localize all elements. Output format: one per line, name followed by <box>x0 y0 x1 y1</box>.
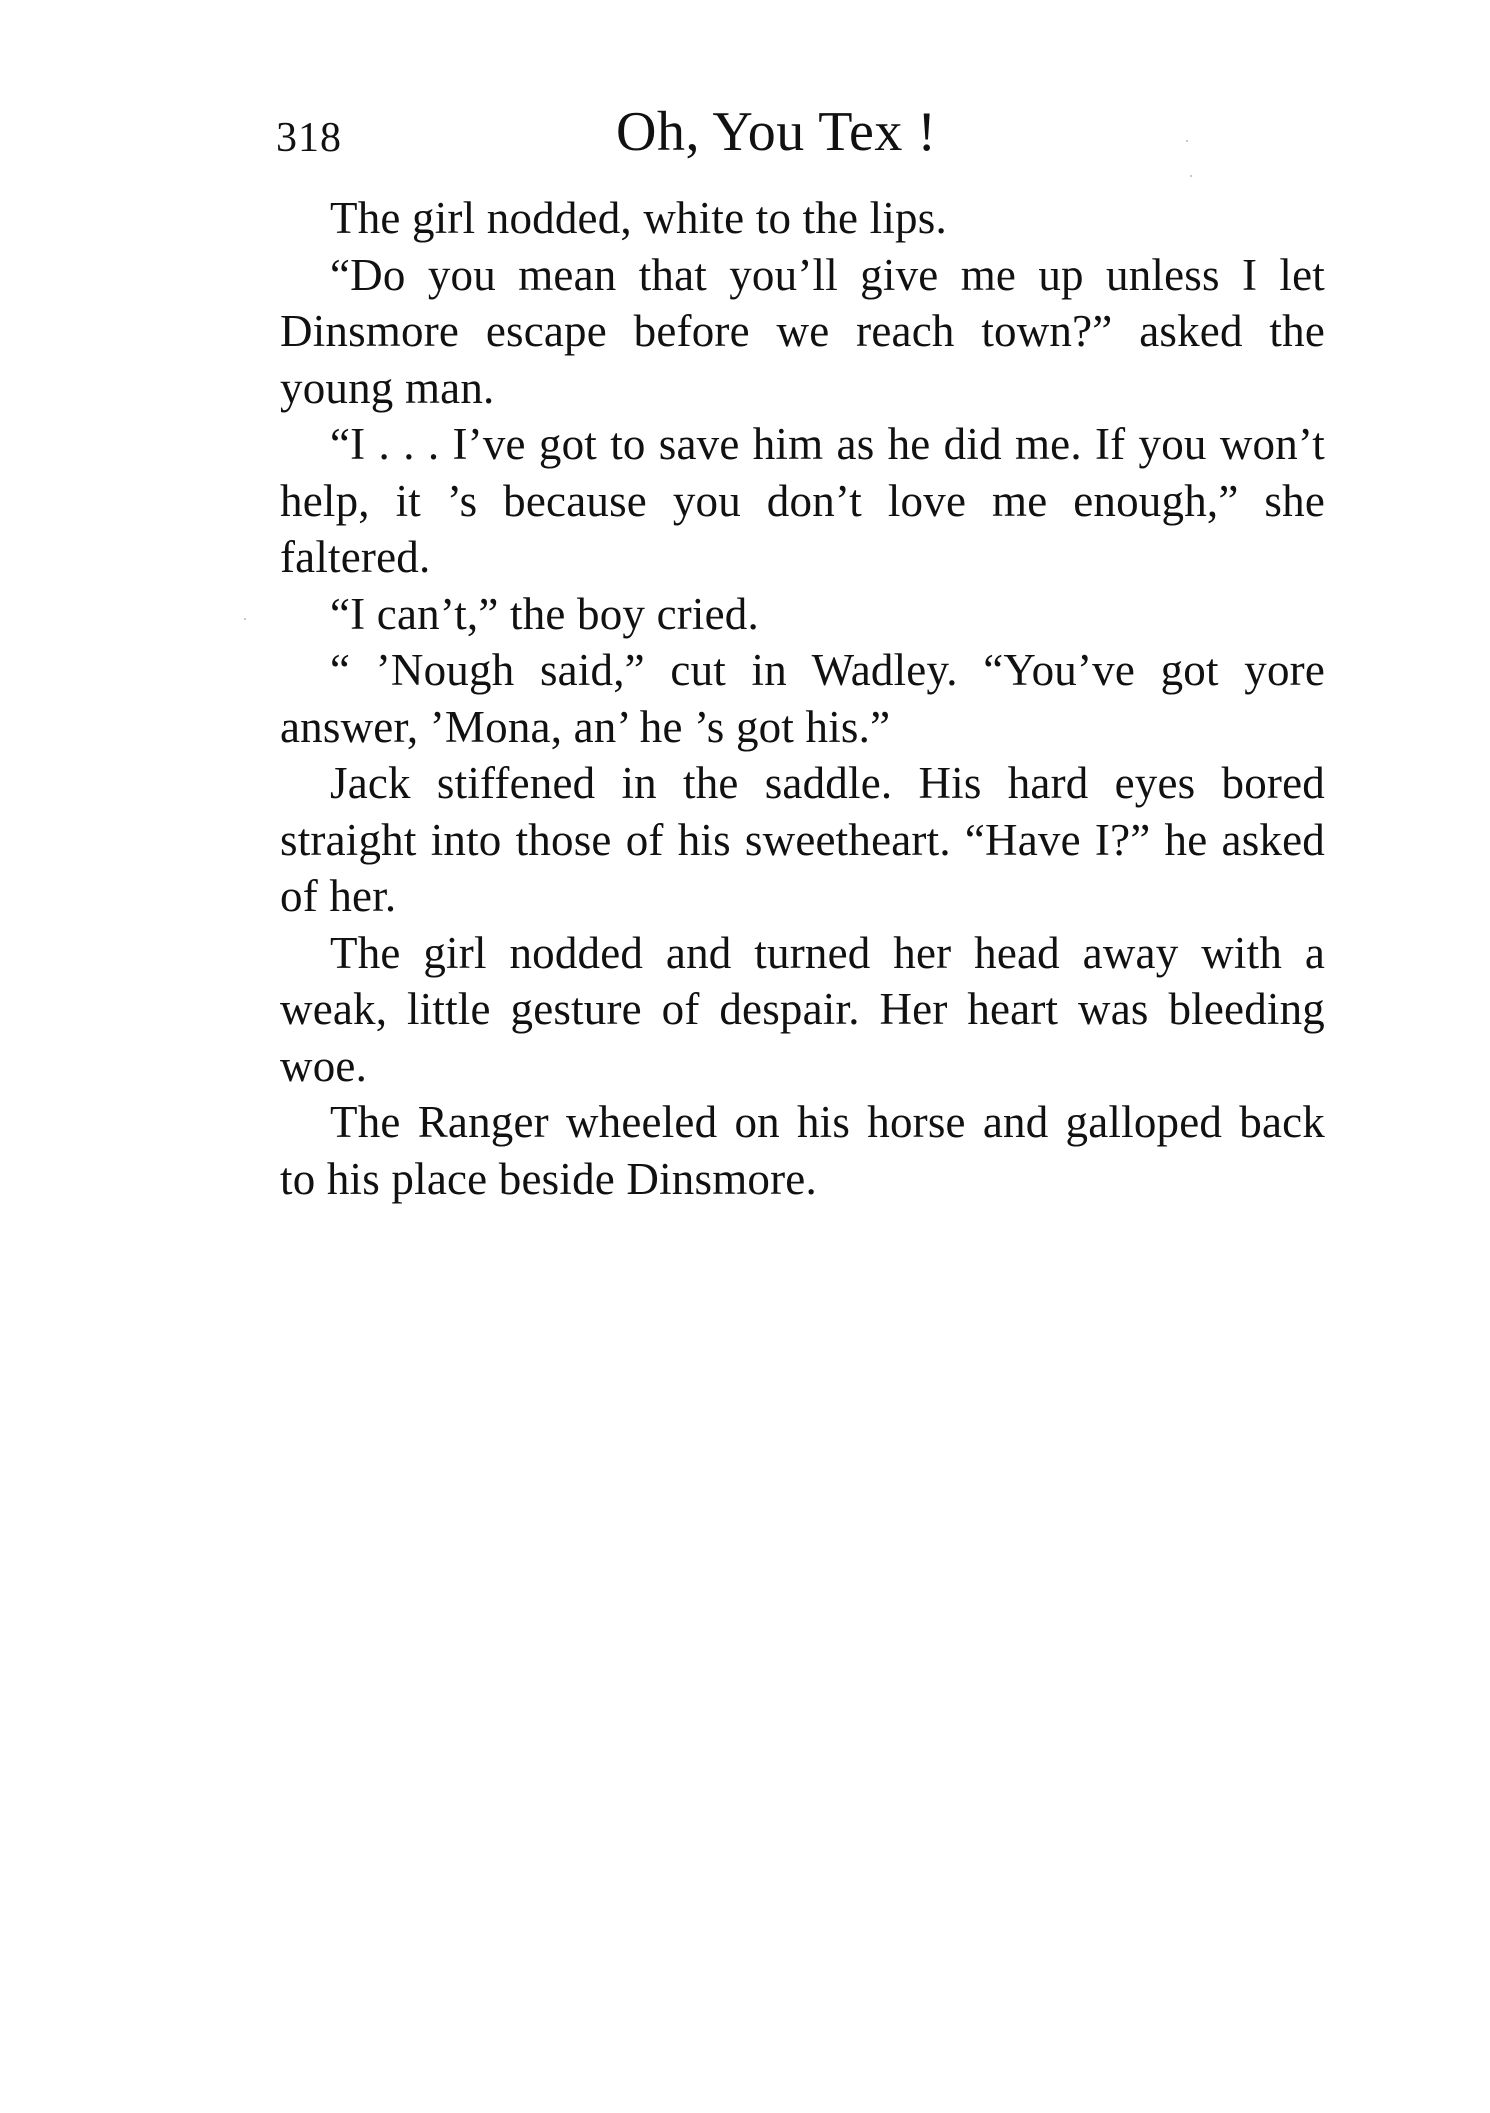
paragraph: “ ’Nough said,” cut in Wadley. “You’ve got yore answer, ’Mona, an’ he ’s got his.” <box>280 645 1325 752</box>
page-header <box>276 100 1316 170</box>
page-number: 318 <box>276 115 342 161</box>
paragraph: The girl nodded, white to the lips. <box>330 193 947 243</box>
paragraph: Jack stiffened in the saddle. His hard eyes bored straight into those of his sweetheart. “Have I?” he asked of her. <box>280 758 1325 921</box>
paragraph: “Do you mean that you’ll give me up unless I let Dinsmore escape before we reach town?” asked the young man. <box>280 249 1325 413</box>
paragraph: The girl nodded and turned her head away with a weak, little gesture of despair. Her heart was bleeding woe. <box>280 927 1325 1091</box>
body-text <box>280 190 1325 1207</box>
scan-speck <box>244 618 246 620</box>
running-title: Oh, You Tex ! <box>616 101 937 163</box>
paragraph: “I . . . I’ve got to save him as he did me. If you won’t help, it ’s because you don’t love me enough,” she faltered. <box>280 419 1325 582</box>
scan-speck <box>1190 175 1192 177</box>
paragraph: The Ranger wheeled on his horse and galloped back to his place beside Dinsmore. <box>280 1097 1325 1204</box>
paragraph: “I can’t,” the boy cried. <box>330 588 759 639</box>
scan-speck <box>1186 140 1188 142</box>
